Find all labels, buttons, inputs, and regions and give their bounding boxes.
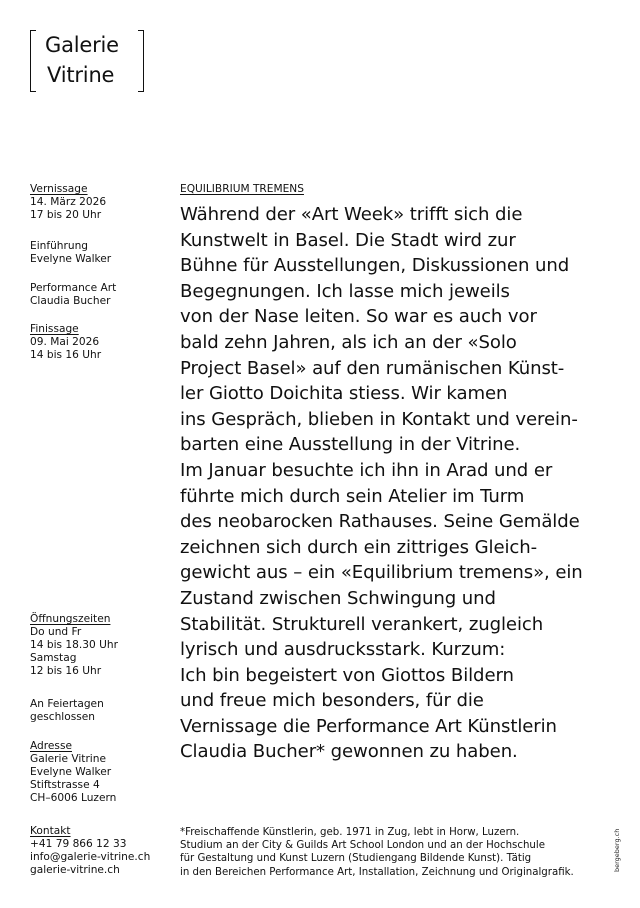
main-text-line: Bühne für Ausstellungen, Diskussionen und bbox=[180, 255, 570, 277]
address-label: Adresse bbox=[30, 740, 72, 752]
address-line-3: Stiftstrasse 4 bbox=[30, 779, 100, 791]
address-block bbox=[30, 740, 116, 805]
vernissage-date: 14. März 2026 bbox=[30, 196, 107, 208]
main-text-line: Im Januar besuchte ich ihn in Arad und er bbox=[180, 459, 553, 481]
main-text-line: Project Basel» auf den rumänischen Künst- bbox=[180, 357, 565, 379]
main-text-line: von der Nase leiten. So war es auch vor bbox=[180, 306, 537, 328]
main-text-line: Zustand zwischen Schwingung und bbox=[180, 587, 496, 609]
main-text-line: gewicht aus – ein «Equilibrium tremens», ein bbox=[180, 562, 583, 584]
opening-hours-line-2: 14 bis 18.30 Uhr bbox=[30, 639, 118, 651]
contact-phone[interactable]: +41 79 866 12 33 bbox=[30, 838, 127, 850]
main-text-line: barten eine Ausstellung in der Vitrine. bbox=[180, 434, 521, 456]
contact-block bbox=[30, 825, 150, 877]
vernissage-block bbox=[30, 183, 106, 222]
main-text-line: Während der «Art Week» trifft sich die bbox=[180, 204, 523, 225]
finissage-label: Finissage bbox=[30, 323, 79, 335]
contact-email[interactable]: info@galerie-vitrine.ch bbox=[30, 851, 151, 863]
holidays-line-2: geschlossen bbox=[30, 711, 95, 723]
vernissage-time: 17 bis 20 Uhr bbox=[30, 209, 102, 221]
main-text-line: Claudia Bucher* gewonnen zu haben. bbox=[180, 741, 518, 763]
performance-name: Claudia Bucher bbox=[30, 295, 111, 307]
footnote-line: für Gestaltung und Kunst Luzern (Studiengang Bildende Kunst). Tätig bbox=[180, 853, 532, 865]
footnote-line: in den Bereichen Performance Art, Installation, Zeichnung und Originalgrafik. bbox=[180, 866, 574, 878]
address-line-2: Evelyne Walker bbox=[30, 766, 112, 778]
address-line-1: Galerie Vitrine bbox=[30, 753, 106, 765]
einfuehrung-name: Evelyne Walker bbox=[30, 253, 112, 265]
opening-hours-line-3: Samstag bbox=[30, 652, 77, 664]
main-text-line: Kunstwelt in Basel. Die Stadt wird zur bbox=[180, 229, 516, 251]
main-text-line: des neobarocken Rathauses. Seine Gemälde bbox=[180, 511, 580, 533]
einfuehrung-block bbox=[30, 240, 111, 266]
finissage-block bbox=[30, 323, 101, 362]
main-text bbox=[180, 202, 583, 765]
main-text-line: Ich bin begeistert von Giottos Bildern bbox=[180, 664, 514, 686]
logo-line-2: Vitrine bbox=[47, 63, 115, 87]
logo-line-1: Galerie bbox=[45, 33, 119, 57]
finissage-time: 14 bis 16 Uhr bbox=[30, 349, 102, 361]
address-line-4: CH–6006 Luzern bbox=[30, 792, 117, 804]
holidays-block bbox=[30, 698, 104, 724]
main-text-line: zeichnen sich durch ein zittriges Gleich- bbox=[180, 536, 538, 558]
holidays-line-1: An Feiertagen bbox=[30, 698, 104, 710]
opening-hours-line-1: Do und Fr bbox=[30, 626, 82, 638]
main-text-line: Stabilität. Strukturell verankert, zugleich bbox=[180, 613, 544, 635]
main-text-line: Begegnungen. Ich lasse mich jeweils bbox=[180, 280, 510, 302]
main-text-line: und freue mich besonders, für die bbox=[180, 690, 484, 712]
einfuehrung-label: Einführung bbox=[30, 240, 89, 252]
contact-label: Kontakt bbox=[30, 825, 71, 837]
main-text-line: lyrisch und ausdrucksstark. Kurzum: bbox=[180, 639, 506, 661]
main-text-line: Vernissage die Performance Art Künstlerin bbox=[180, 715, 557, 737]
gallery-logo bbox=[30, 30, 144, 92]
performance-label: Performance Art bbox=[30, 282, 117, 294]
opening-hours-label: Öffnungszeiten bbox=[30, 613, 111, 625]
footnote-line: Studium an der City & Guilds Art School London und an der Hochschule bbox=[180, 840, 545, 852]
logo-right-bracket bbox=[138, 30, 144, 92]
main-text-line: ins Gespräch, blieben in Kontakt und verein- bbox=[180, 408, 578, 430]
footnote-line: *Freischaffende Künstlerin, geb. 1971 in Zug, lebt in Horw, Luzern. bbox=[180, 827, 520, 838]
opening-hours-block bbox=[30, 613, 118, 678]
logo-left-bracket bbox=[30, 30, 36, 92]
contact-website[interactable]: galerie-vitrine.ch bbox=[30, 864, 120, 876]
main-text-line: bald zehn Jahren, als ich an der «Solo bbox=[180, 331, 517, 353]
designer-credit: bergeberg.ch bbox=[613, 828, 621, 872]
main-text-line: führte mich durch sein Atelier im Turm bbox=[180, 485, 525, 507]
opening-hours-line-4: 12 bis 16 Uhr bbox=[30, 665, 102, 677]
footnote bbox=[180, 826, 574, 879]
headline: EQUILIBRIUM TREMENS bbox=[180, 183, 304, 195]
performance-block bbox=[30, 282, 116, 308]
finissage-date: 09. Mai 2026 bbox=[30, 336, 100, 348]
vernissage-label: Vernissage bbox=[30, 183, 88, 195]
main-text-line: ler Giotto Doichita stiess. Wir kamen bbox=[180, 383, 508, 405]
